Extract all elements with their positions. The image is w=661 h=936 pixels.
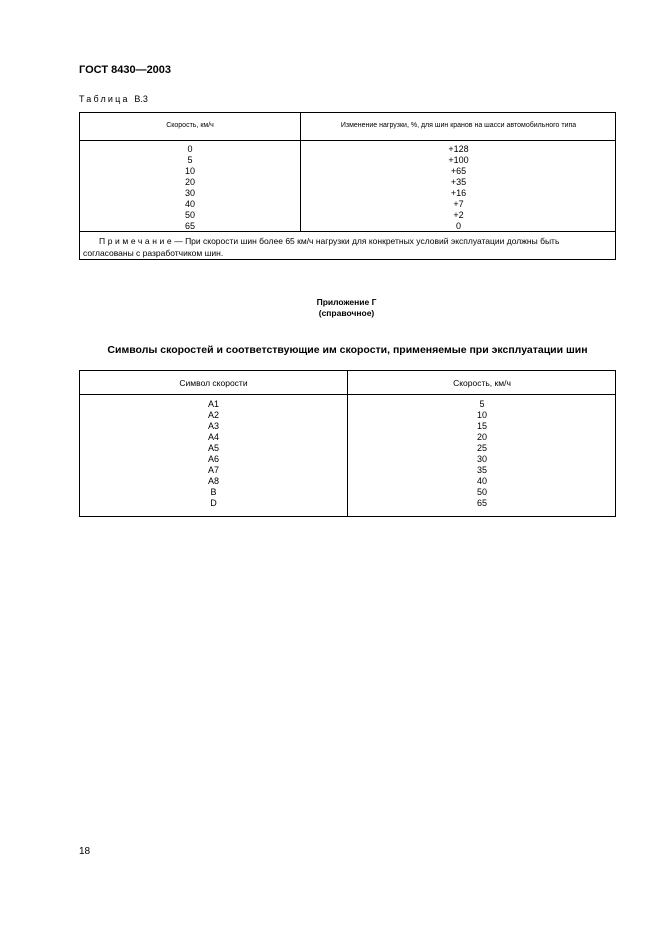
table-cell: 20	[184, 177, 195, 187]
header-divider	[80, 394, 615, 395]
table-cell: +7	[453, 199, 464, 209]
table-cell: D	[210, 498, 217, 508]
table-cell: 40	[184, 199, 195, 209]
speed-symbols-table	[79, 370, 616, 517]
header-speed: Скорость, км/ч	[166, 122, 214, 129]
table-note	[83, 236, 611, 259]
speed-column	[80, 144, 300, 232]
table-cell: 10	[476, 410, 487, 420]
table-cell: A1	[207, 399, 219, 409]
table-cell: A5	[207, 443, 219, 453]
table-cell: 20	[476, 432, 487, 442]
table-label-word: Таблица	[79, 94, 130, 104]
table-label	[79, 94, 148, 104]
table-cell: 30	[476, 454, 487, 464]
table-cell: 5	[187, 155, 193, 165]
page-number: 18	[79, 846, 91, 857]
header-speed-symbol: Символ скорости	[179, 378, 248, 388]
table-cell: A7	[207, 465, 219, 475]
table-cell: 50	[184, 210, 195, 220]
table-cell: +2	[453, 210, 464, 220]
document-code: ГОСТ 8430—2003	[79, 64, 172, 76]
table-cell: +128	[448, 144, 469, 154]
table-cell: B	[210, 487, 217, 497]
header-load-change: Изменение нагрузки, %, для шин кранов на шасси автомобильного типа	[340, 122, 577, 129]
appendix-heading: Символы скоростей и соответствующие им скорости, применяемые при эксплуатации шин	[107, 344, 588, 356]
speed-column	[347, 399, 617, 509]
table-cell: 35	[476, 465, 487, 475]
table-cell: A2	[207, 410, 219, 420]
table-cell: 5	[479, 399, 485, 409]
table-cell: 10	[184, 166, 195, 176]
table-cell: 50	[476, 487, 487, 497]
load-change-column	[300, 144, 617, 232]
appendix-name: Приложение Г	[316, 297, 377, 307]
table-cell: 30	[184, 188, 195, 198]
table-cell: 40	[476, 476, 487, 486]
table-cell: A6	[207, 454, 219, 464]
table-cell: A4	[207, 432, 219, 442]
table-cell: A8	[207, 476, 219, 486]
table-cell: 0	[455, 221, 461, 231]
table-cell: +65	[450, 166, 467, 176]
table-cell: 65	[184, 221, 195, 231]
table-cell: +100	[448, 155, 469, 165]
table-cell: 0	[187, 144, 193, 154]
table-cell: 15	[476, 421, 487, 431]
table-label-number: В.3	[134, 94, 148, 104]
table-cell: 65	[476, 498, 487, 508]
load-change-table	[79, 112, 616, 260]
note-text: — При скорости шин более 65 км/ч нагрузки для конкретных условий эксплуатации должны быть согласованы с разработчиком шин.	[83, 236, 560, 258]
table-cell: 25	[476, 443, 487, 453]
note-label: Примечание	[99, 236, 175, 246]
table-cell: +16	[450, 188, 467, 198]
header-speed: Скорость, км/ч	[453, 378, 511, 388]
table-cell: +35	[450, 177, 467, 187]
header-divider	[80, 140, 615, 141]
appendix-title	[0, 297, 661, 319]
table-cell: A3	[207, 421, 219, 431]
symbol-column	[80, 399, 347, 509]
appendix-status: (справочное)	[318, 308, 375, 318]
